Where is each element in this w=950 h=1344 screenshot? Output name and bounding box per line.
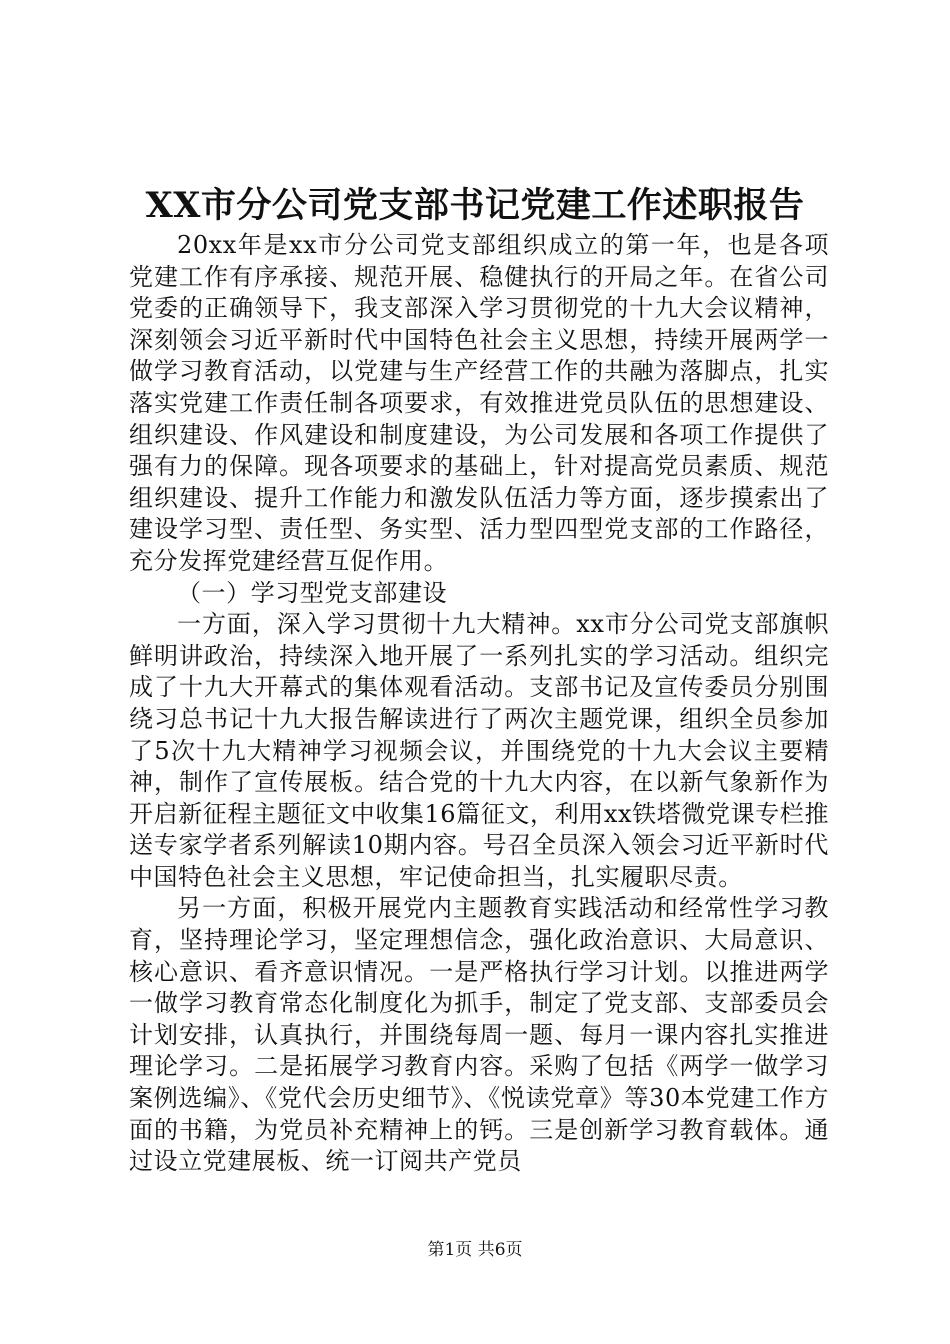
intro-paragraph: 20xx年是xx市分公司党支部组织成立的第一年，也是各项党建工作有序承接、规范开展、稳健执行的开局之年。在省公司党委的正确领导下，我支部深入学习贯彻党的十九大会议精神，深刻领会习近平新时代中国特色社会主义思想，持续开展两学一做学习教育活动，以党建与生产经营工作的共融为落脚点，扎实落实党建工作责任制各项要求，有效推进党员队伍的思想建设、组织建设、作风建设和制度建设，为公司发展和各项工作提供了强有力的保障。现各项要求的基础上，针对提高党员素质、规范组织建设、提升工作能力和激发队伍活力等方面，逐步摸索出了建设学习型、责任型、务实型、活力型四型党支部的工作路径，充分发挥党建经营互促作用。 xyxy=(129,231,829,575)
document-body xyxy=(129,230,829,1178)
section-paragraph-2: 另一方面，积极开展党内主题教育实践活动和经常性学习教育，坚持理论学习，坚定理想信念，强化政治意识、大局意识、核心意识、看齐意识情况。一是严格执行学习计划。以推进两学一做学习教育常态化制度化为抓手，制定了党支部、支部委员会计划安排，认真执行，并围绕每周一题、每月一课内容扎实推进理论学习。二是拓展学习教育内容。采购了包括《两学一做学习案例选编》、《党代会历史细节》、《悦读党章》等30本党建工作方面的书籍，为党员补充精神上的钙。三是创新学习教育载体。通过设立党建展板、统一订阅共产党员 xyxy=(129,894,829,1176)
section-paragraph-1: 一方面，深入学习贯彻十九大精神。xx市分公司党支部旗帜鲜明讲政治，持续深入地开展了一系列扎实的学习活动。组织完成了十九大开幕式的集体观看活动。支部书记及宣传委员分别围绕习总书记十九大报告解读进行了两次主题党课，组织全员参加了5次十九大精神学习视频会议，并围绕党的十九大会议主要精神，制作了宣传展板。结合党的十九大内容，在以新气象新作为开启新征程主题征文中收集16篇征文，利用xx铁塔微党课专栏推送专家学者系列解读10期内容。号召全员深入领会习近平新时代中国特色社会主义思想，牢记使命担当，扎实履职尽责。 xyxy=(129,610,829,891)
page-footer: 第1页 共6页 xyxy=(427,1240,523,1260)
document-title: XX市分公司党支部书记党建工作述职报告 xyxy=(145,185,805,226)
section-heading: （一）学习型党支部建设 xyxy=(177,578,448,607)
